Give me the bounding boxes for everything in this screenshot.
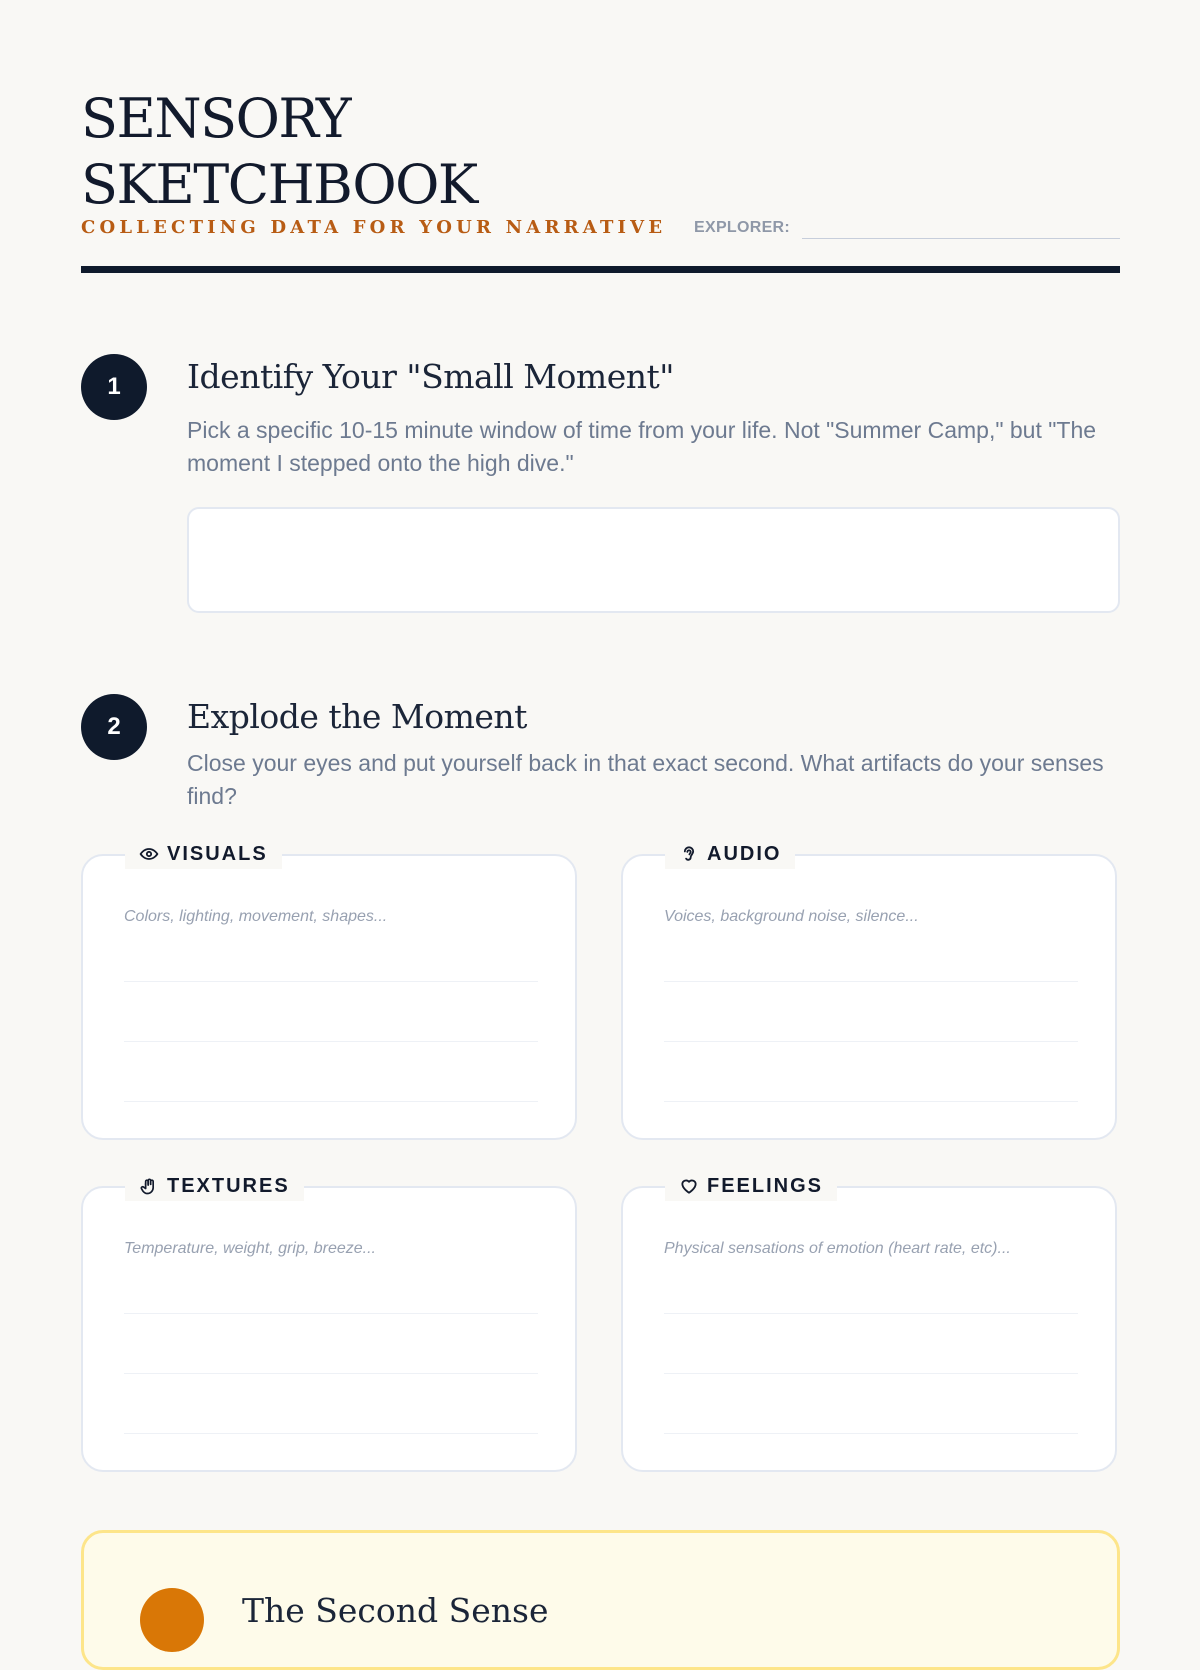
visuals-hint: Colors, lighting, movement, shapes... [124, 908, 388, 925]
writing-line [664, 1313, 1078, 1314]
title-line-1: SENSORY [81, 87, 351, 150]
eye-icon [139, 844, 159, 864]
header-divider [81, 266, 1120, 273]
writing-line [664, 1373, 1078, 1374]
feelings-hint: Physical sensations of emotion (heart rate, etc)... [664, 1240, 1011, 1257]
audio-label-text: AUDIO [707, 842, 782, 865]
writing-line [124, 981, 538, 982]
ear-icon [679, 844, 699, 864]
step-1-title: Identify Your "Small Moment" [187, 357, 674, 396]
writing-line [124, 1313, 538, 1314]
page-title [81, 86, 641, 218]
feelings-card-label [665, 1171, 837, 1201]
audio-card[interactable] [621, 842, 1117, 1140]
writing-line [124, 1373, 538, 1374]
writing-line [124, 1101, 538, 1102]
step-1-badge: 1 [81, 354, 147, 420]
step-2-title: Explode the Moment [187, 697, 527, 736]
feelings-label-text: FEELINGS [707, 1174, 824, 1197]
audio-hint: Voices, background noise, silence... [664, 908, 919, 925]
writing-line [664, 1041, 1078, 1042]
visuals-card-label [125, 839, 282, 869]
textures-label-text: TEXTURES [167, 1174, 290, 1197]
explorer-label: EXPLORER: [694, 219, 791, 236]
callout-title: The Second Sense [242, 1591, 549, 1630]
callout-badge [140, 1588, 204, 1652]
textures-card-label [125, 1171, 304, 1201]
textures-hint: Temperature, weight, grip, breeze... [124, 1240, 376, 1257]
explorer-name-field[interactable] [802, 238, 1120, 239]
hand-icon [139, 1176, 159, 1196]
heart-icon [679, 1176, 699, 1196]
second-sense-callout [81, 1530, 1120, 1670]
writing-line [124, 1041, 538, 1042]
step-1-description: Pick a specific 10-15 minute window of time from your life. Not "Summer Camp," but "The moment I stepped onto the high dive." [187, 417, 1097, 476]
writing-line [124, 1433, 538, 1434]
textures-card[interactable] [81, 1174, 577, 1472]
writing-line [664, 1433, 1078, 1434]
small-moment-input[interactable] [187, 507, 1120, 613]
step-2-badge: 2 [81, 694, 147, 760]
writing-line [664, 1101, 1078, 1102]
feelings-card[interactable] [621, 1174, 1117, 1472]
visuals-card[interactable] [81, 842, 577, 1140]
title-line-2: SKETCHBOOK [81, 153, 477, 216]
audio-card-label [665, 839, 795, 869]
step-2-description: Close your eyes and put yourself back in that exact second. What artifacts do your senses find? [187, 750, 1104, 809]
visuals-label-text: VISUALS [167, 842, 268, 865]
page-subtitle: COLLECTING DATA FOR YOUR NARRATIVE [81, 217, 667, 238]
writing-line [664, 981, 1078, 982]
